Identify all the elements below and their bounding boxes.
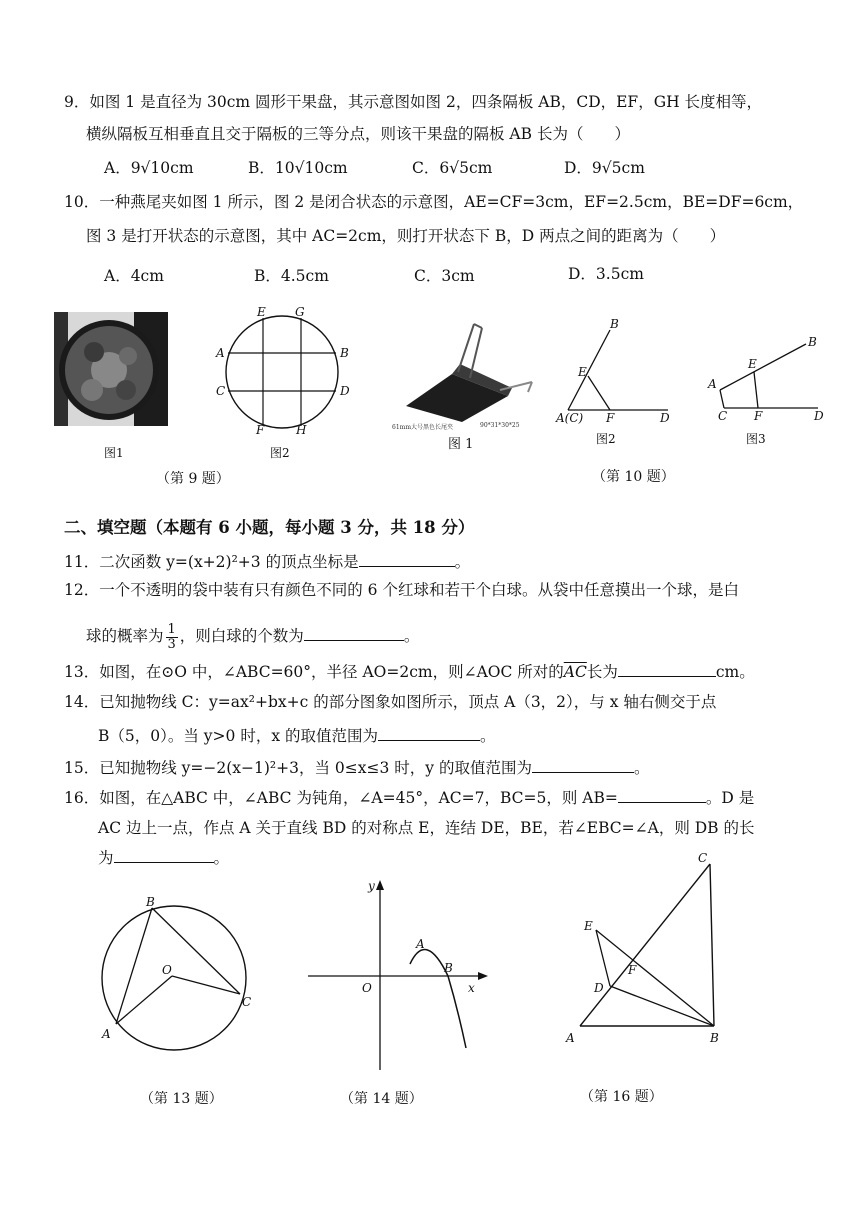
q12-fraction: [166, 623, 178, 652]
q12-end: 。: [403, 627, 420, 645]
q13-text-b: 长为: [586, 663, 618, 681]
q9-fig1-caption: 图1: [104, 446, 124, 460]
q13-unit: cm。: [715, 663, 755, 681]
q9-line1: 9．如图 1 是直径为 30cm 圆形干果盘，其示意图如图 2，四条隔板 AB，CD，EF，GH 长度相等，: [64, 93, 763, 111]
q16-line1-end: 。D 是: [705, 789, 755, 807]
q11-text: 11．二次函数 y=(x+2)²+3 的顶点坐标是: [64, 553, 359, 571]
q9-line2: 横纵隔板互相垂直且交于隔板的三等分点，则该干果盘的隔板 AB 长为（ ）: [86, 125, 630, 143]
q16-caption: （第 16 题）: [580, 1089, 663, 1105]
q16-line1-text: 16．如图，在△ABC 中，∠ABC 为钝角，∠A=45°，AC=7，BC=5，则 AB=: [64, 789, 618, 807]
q9-fig2-caption: 图2: [270, 446, 290, 460]
q14-figure: [306, 880, 496, 1070]
q13: [64, 662, 755, 682]
fruit-tray-photo-image: [54, 312, 168, 426]
q14-line2-text: B（5，0）。当 y>0 时，x 的取值范围为: [98, 727, 378, 745]
q10-fig3-caption: 图3: [746, 432, 766, 446]
q9-caption: （第 9 题）: [156, 471, 230, 487]
q9-label-h: H: [296, 423, 307, 437]
q9-fig2-diagram: [212, 306, 352, 436]
q10-fig3-diagram: [706, 334, 836, 434]
q10-fig3-label-c: C: [718, 409, 728, 423]
section-2-heading: 二、填空题（本题有 6 小题，每小题 3 分，共 18 分）: [64, 518, 475, 537]
q9-label-b: B: [340, 346, 349, 360]
q9-label-e: E: [257, 305, 266, 319]
q12-line2: [86, 618, 419, 654]
q11: [64, 552, 470, 572]
q15: [64, 758, 649, 778]
q13-label-c: C: [242, 995, 252, 1009]
q10-fig3-label-b: B: [808, 335, 817, 349]
q10-fig2-label-ac: A(C): [556, 411, 584, 425]
q10-caption: （第 10 题）: [592, 469, 675, 485]
q15-text: 15．已知抛物线 y=−2(x−1)²+3，当 0≤x≤3 时，y 的取值范围为: [64, 759, 532, 777]
q9-option-d: D．9√5cm: [564, 159, 645, 177]
q16-line2: AC 边上一点，作点 A 关于直线 BD 的对称点 E，连结 DE，BE，若∠EBC=∠A，则 DB 的长: [98, 819, 755, 837]
q9-label-a: A: [216, 346, 225, 360]
q9-label-g: G: [295, 305, 305, 319]
fruit-tray-photo: [54, 312, 168, 426]
q12-fraction-numerator: 1: [167, 621, 176, 637]
binder-clip-photo: [390, 318, 540, 428]
q16-label-e: E: [584, 919, 593, 933]
q13-label-a: A: [102, 1027, 111, 1041]
q15-answer-blank: [532, 758, 634, 773]
q14-line2: [98, 726, 496, 746]
binder-clip-text-left: 61mm大号黑色长尾夹: [392, 424, 454, 431]
q12-line2-text: 球的概率为: [86, 627, 164, 645]
q13-figure: [96, 896, 266, 1056]
q13-label-b: B: [146, 895, 155, 909]
q13-label-o: O: [162, 963, 172, 977]
q9-option-a: A．9√10cm: [104, 159, 194, 177]
q10-option-b: B．4.5cm: [254, 267, 329, 285]
q16-line1: [64, 788, 754, 808]
q16-label-b: B: [710, 1031, 719, 1045]
q14-label-x: x: [468, 981, 475, 995]
q9-label-d: D: [340, 384, 350, 398]
q14-label-b: B: [444, 961, 453, 975]
binder-clip-text-right: 90*31*30*25: [480, 422, 520, 429]
q14-label-a: A: [416, 937, 425, 951]
q9-label-c: C: [216, 384, 226, 398]
q14-label-y: y: [368, 879, 375, 893]
q11-end: 。: [454, 553, 471, 571]
q10-fig3-label-e: E: [748, 357, 757, 371]
q16-label-f: F: [628, 963, 637, 977]
q13-text: 13．如图，在⊙O 中，∠ABC=60°，半径 AO=2cm，则∠AOC 所对的: [64, 663, 564, 681]
q14-label-o: O: [362, 981, 372, 995]
q16-label-d: D: [594, 981, 604, 995]
q9-option-b: B．10√10cm: [248, 159, 348, 177]
q10-fig3-label-f: F: [754, 409, 763, 423]
q16-figure: [562, 846, 732, 1046]
q10-line1: 10．一种燕尾夹如图 1 所示，图 2 是闭合状态的示意图，AE=CF=3cm，EF=2.5cm，BE=DF=6cm，: [64, 193, 804, 211]
q10-fig2-label-b: B: [610, 317, 619, 331]
q16-end: 。: [213, 849, 230, 867]
q9-option-c: C．6√5cm: [412, 159, 493, 177]
q10-option-a: A．4cm: [104, 267, 164, 285]
q16-label-a: A: [566, 1031, 575, 1045]
q14-line1: 14．已知抛物线 C：y=ax²+bx+c 的部分图象如图所示，顶点 A（3，2），与 x 轴右侧交于点: [64, 693, 717, 711]
q10-fig2-label-e: E: [578, 365, 587, 379]
q10-fig2-label-d: D: [660, 411, 670, 425]
q10-option-d: D．3.5cm: [568, 265, 644, 283]
q10-fig2-caption: 图2: [596, 432, 616, 446]
q16-line3: [98, 848, 229, 868]
q10-fig3-label-d: D: [814, 409, 824, 423]
q12-line1: 12．一个不透明的袋中装有只有颜色不同的 6 个红球和若干个白球。从袋中任意摸出一个球，是白: [64, 581, 739, 599]
q12-answer-blank: [304, 626, 404, 641]
q14-end: 。: [480, 727, 496, 745]
q10-fig2-diagram: [556, 318, 686, 428]
q13-answer-blank: [618, 662, 716, 677]
q11-answer-blank: [359, 552, 455, 567]
q16-label-c: C: [698, 851, 708, 865]
q10-line2: 图 3 是打开状态的示意图，其中 AC=2cm，则打开状态下 B，D 两点之间的距离为（ ）: [86, 227, 726, 245]
q13-caption: （第 13 题）: [140, 1091, 223, 1107]
q10-option-c: C．3cm: [414, 267, 475, 285]
q16-answer-blank-ab: [618, 788, 706, 803]
q16-answer-blank-db: [114, 848, 214, 863]
q14-caption: （第 14 题）: [340, 1091, 423, 1107]
q12-fraction-denominator: 3: [167, 636, 176, 652]
q15-end: 。: [633, 759, 650, 777]
q16-line3-text: 为: [98, 849, 114, 867]
q12-line2-text-b: ，则白球的个数为: [179, 627, 304, 645]
q10-fig1-caption: 图 1: [448, 437, 474, 452]
q13-arc-ac: $\overline{AC}$: [563, 663, 587, 681]
q10-fig2-label-f: F: [606, 411, 615, 425]
q14-answer-blank: [378, 726, 480, 741]
q9-label-f: F: [256, 423, 265, 437]
q10-fig3-label-a: A: [708, 377, 717, 391]
